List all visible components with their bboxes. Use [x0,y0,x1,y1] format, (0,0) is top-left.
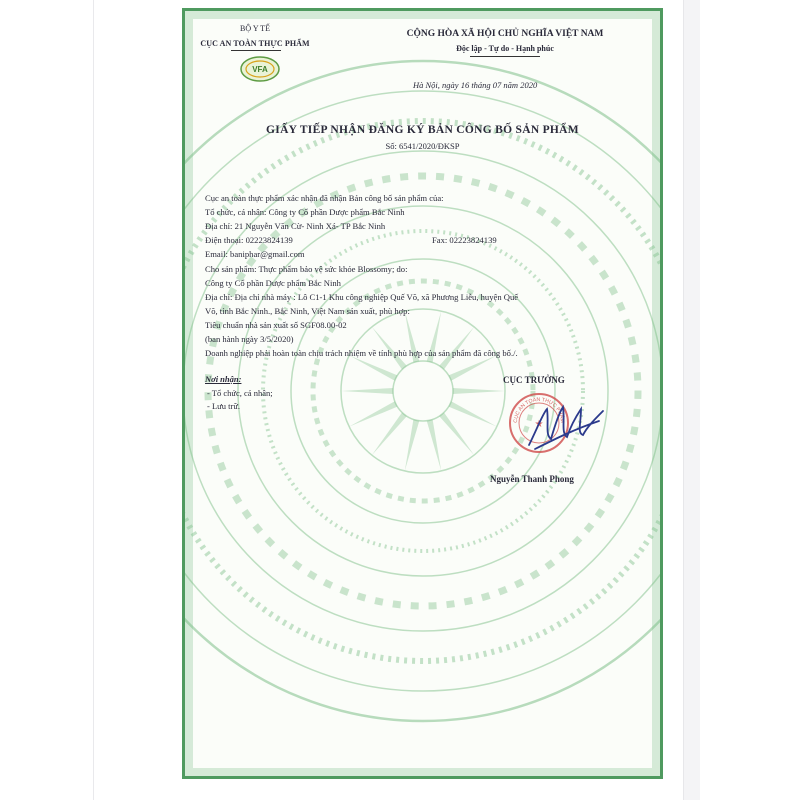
place-and-date: Hà Nội, ngày 16 tháng 07 năm 2020 [413,80,538,90]
recipients-title: Nơi nhận: [205,374,242,384]
producer-line: Công ty Cổ phần Dược phẩm Bắc Ninh [205,278,341,288]
document-number: Số: 6541/2020/ĐKSP [385,141,460,151]
vfa-logo-icon [240,56,280,82]
address-line: Địa chỉ: 21 Nguyễn Văn Cừ- Ninh Xá- TP Bắc Ninh [205,221,386,231]
factory-address-line-1: Địa chỉ: Địa chỉ nhà máy : Lô C1-1 Khu công nghiệp Quế Võ, xã Phương Liễu, huyện Quế [205,292,519,302]
fax-line: Fax: 02223824139 [432,235,497,245]
recipient-item: - Lưu trữ. [207,401,241,411]
certificate-document [182,8,663,779]
email-line: Email: baniphar@gmail.com [205,249,305,259]
product-line: Cho sản phẩm: Thực phẩm bảo vệ sức khỏe Blossomy; do: [205,264,408,274]
viewer-left-edge [93,0,94,800]
department-name: CỤC AN TOÀN THỰC PHẨM [200,39,310,48]
signer-title: CỤC TRƯỞNG [503,375,565,385]
stamp-text: CỤC AN TOÀN THỰC PHẨM [512,396,566,424]
svg-text:★: ★ [534,419,544,430]
factory-address-line-2: Võ, tỉnh Bắc Ninh., Bắc Ninh, Việt Nam sản xuất, phù hợp: [205,306,410,316]
responsibility-line: Doanh nghiệp phải hoàn toàn chịu trách nhiệm về tính phù hợp của sản phẩm đã công bố./. [205,348,518,358]
header-divider [231,50,281,51]
document-content [185,11,660,776]
ministry-name: BỘ Y TẾ [240,24,270,33]
phone-line: Điện thoại: 02223824139 [205,235,293,245]
motto-divider [470,56,540,57]
intro-text: Cục an toàn thực phẩm xác nhận đã nhận Bản công bố sản phẩm của: [205,193,444,203]
handwritten-signature [525,399,607,459]
organization-line: Tổ chức, cá nhân: Công ty Cổ phần Dược phẩm Bắc Ninh [205,207,405,217]
document-title: GIẤY TIẾP NHẬN ĐĂNG KÝ BẢN CÔNG BỐ SẢN PHẨM [266,124,579,136]
standard-line: Tiêu chuẩn nhà sản xuất số SGF08.00-02 [205,320,347,330]
viewer-scrollbar-track[interactable] [683,0,700,800]
recipient-item: - Tổ chức, cá nhân; [207,388,273,398]
issued-date-line: (ban hành ngày 3/5/2020) [205,334,294,344]
country-name: CỘNG HÒA XÃ HỘI CHỦ NGHĨA VIỆT NAM [406,29,604,39]
signer-name: Nguyễn Thanh Phong [490,474,574,484]
national-motto: Độc lập - Tự do - Hạnh phúc [456,44,554,53]
logo-text: VFA [252,65,268,74]
